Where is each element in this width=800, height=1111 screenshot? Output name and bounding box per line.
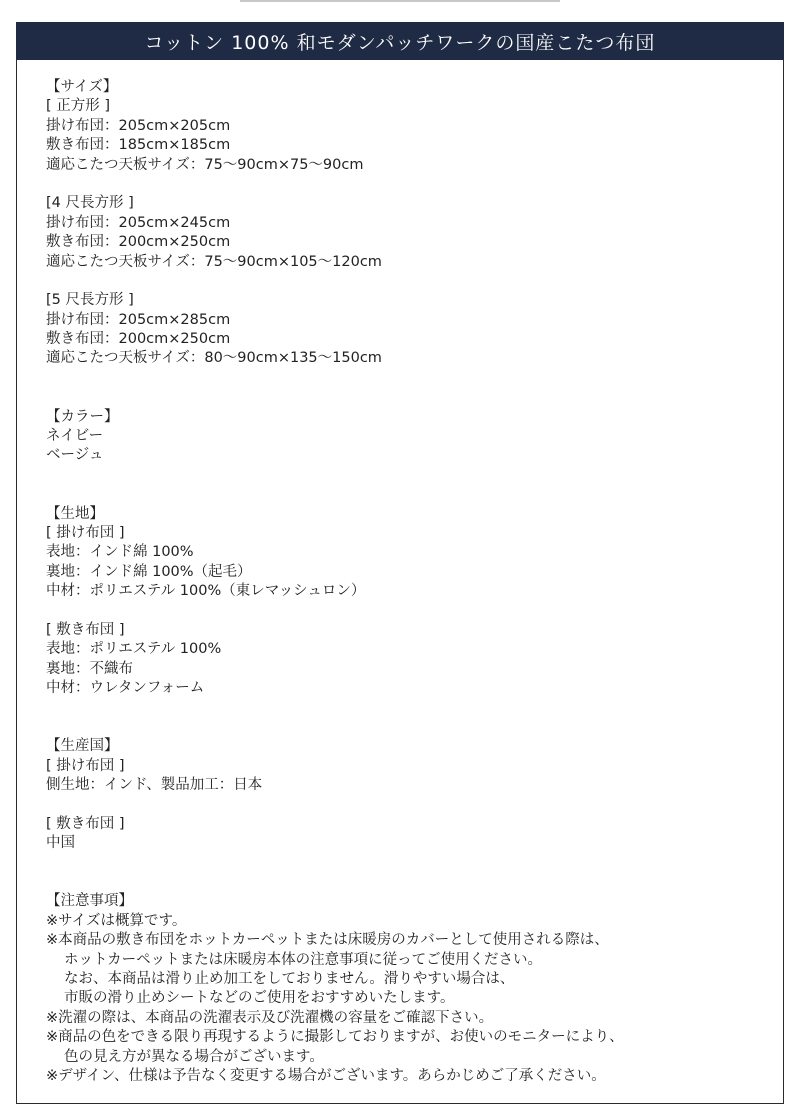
origin-comforter-line: 側生地：インド、製品加工：日本: [46, 777, 263, 794]
fabric-mattress-label: [ 敷き布団 ]: [46, 621, 125, 638]
note-line: ※サイズは概算です。: [46, 912, 187, 929]
note-line: ※洗濯の際は、本商品の洗濯表示及び洗濯機の容量をご確認下さい。: [46, 1009, 494, 1026]
note-line: ※商品の色をできる限り再現するように撮影しておりますが、お使いのモニターにより、: [46, 1029, 624, 1046]
note-line: ホットカーペットまたは床暖房本体の注意事項に従ってご使用ください。: [64, 951, 543, 968]
note-line: 色の見え方が異なる場合がございます。: [64, 1048, 324, 1065]
color-item: ネイビー: [46, 428, 104, 445]
note-line: 市販の滑り止めシートなどのご使用をおすすめいたします。: [64, 990, 455, 1007]
note-line: なお、本商品は滑り止め加工をしておりません。滑りやすい場合は、: [64, 971, 515, 988]
page-title: コットン 100% 和モダンパッチワークの国産こたつ布団: [144, 31, 656, 54]
fabric-comforter-line: 裏地：インド綿 100%（起毛）: [46, 563, 252, 580]
origin-mattress-label: [ 敷き布団 ]: [46, 815, 125, 832]
origin-mattress-line: 中国: [46, 835, 75, 852]
fabric-heading: 【生地】: [46, 505, 104, 522]
size-4shaku-line: 敷き布団：200cm×250cm: [46, 234, 231, 251]
spec-content: [46, 78, 766, 1086]
size-heading: 【サイズ】: [46, 79, 118, 95]
notes-heading: 【注意事項】: [46, 893, 133, 910]
size-4shaku-label: [4 尺長方形 ]: [46, 195, 134, 212]
top-divider: [240, 0, 560, 2]
fabric-mattress-line: 表地：ポリエステル 100%: [46, 641, 222, 658]
size-square-label: [ 正方形 ]: [46, 98, 111, 115]
note-line: ※本商品の敷き布団をホットカーペットまたは床暖房のカバーとして使用される際は、: [46, 932, 609, 949]
color-heading: 【カラー】: [46, 408, 119, 425]
fabric-mattress-line: 中材：ウレタンフォーム: [46, 680, 205, 697]
size-square-line: 適応こたつ天板サイズ：75～90cm×75～90cm: [46, 156, 364, 173]
size-square-line: 敷き布団：185cm×185cm: [46, 137, 231, 154]
size-square-line: 掛け布団：205cm×205cm: [46, 117, 231, 134]
fabric-comforter-label: [ 掛け布団 ]: [46, 525, 125, 542]
size-5shaku-label: [5 尺長方形 ]: [46, 292, 134, 309]
origin-heading: 【生産国】: [46, 738, 119, 755]
note-line: ※デザイン、仕様は予告なく変更する場合がございます。あらかじめご了承ください。: [46, 1067, 606, 1084]
size-4shaku-line: 適応こたつ天板サイズ：75～90cm×105～120cm: [46, 253, 382, 270]
page-title-bar: [16, 22, 784, 60]
fabric-comforter-line: 表地：インド綿 100%: [46, 544, 194, 561]
size-5shaku-line: 掛け布団：205cm×285cm: [46, 311, 231, 328]
size-5shaku-line: 適応こたつ天板サイズ：80～90cm×135～150cm: [46, 350, 382, 367]
fabric-comforter-line: 中材：ポリエステル 100%（東レマッシュロン）: [46, 583, 366, 600]
origin-comforter-label: [ 掛け布団 ]: [46, 757, 125, 774]
size-5shaku-line: 敷き布団：200cm×250cm: [46, 331, 231, 348]
fabric-mattress-line: 裏地：不織布: [46, 660, 133, 677]
color-item: ベージュ: [46, 447, 104, 464]
size-4shaku-line: 掛け布団：205cm×245cm: [46, 214, 231, 231]
